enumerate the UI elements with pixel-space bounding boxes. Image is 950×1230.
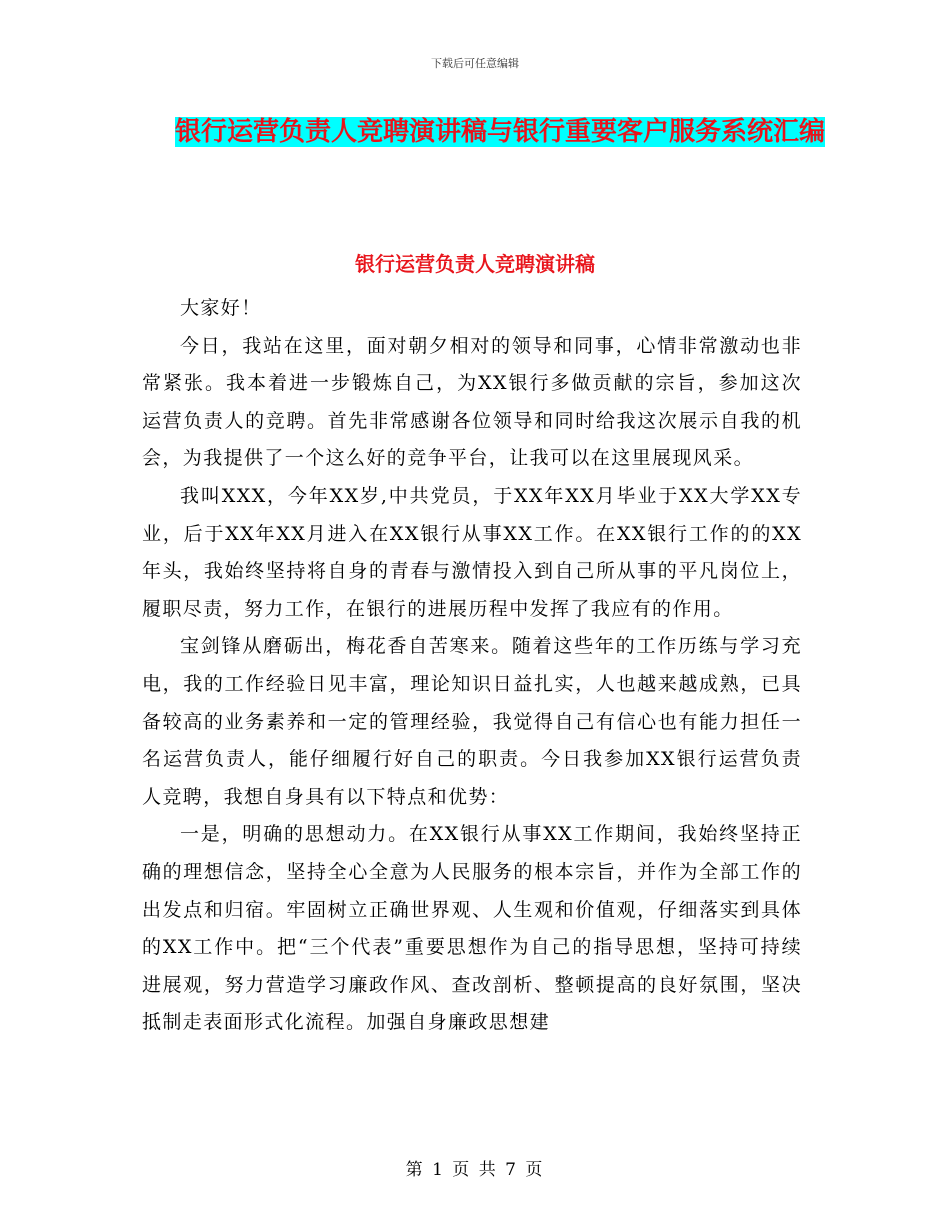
- paragraph: 今日，我站在这里，面对朝夕相对的领导和同事，心情非常激动也非常紧张。我本着进一步锻炼自己，为XX银行多做贡献的宗旨，参加这次运营负责人的竞聘。首先非常感谢各位领导和同时给我这次展示自我的机会，为我提供了一个这么好的竞争平台，让我可以在这里展现风采。: [142, 334, 802, 470]
- paragraph: 我叫XXX，今年XX岁,中共党员，于XX年XX月毕业于XX大学XX专业，后于XX年XX月进入在XX银行从事XX工作。在XX银行工作的的XX年头，我始终坚持将自身的青春与激情投入到自己所从事的平凡岗位上，履职尽责，努力工作，在银行的进展历程中发挥了我应有的作用。: [142, 484, 802, 620]
- header-note: 下载后可任意编辑: [431, 57, 519, 70]
- paragraph: 宝剑锋从磨砺出，梅花香自苦寒来。随着这些年的工作历练与学习充电，我的工作经验日见丰富，理论知识日益扎实，人也越来越成熟，已具备较高的业务素养和一定的管理经验，我觉得自己有信心也有能力担任一名运营负责人，能仔细履行好自己的职责。今日我参加XX银行运营负责人竞聘，我想自身具有以下特点和优势：: [142, 635, 802, 808]
- paragraph-greeting: 大家好！: [180, 297, 262, 319]
- document-body: [142, 290, 802, 1042]
- document-title: [150, 110, 850, 154]
- section-title: 银行运营负责人竞聘演讲稿: [355, 252, 595, 276]
- page-number: 第 1 页 共 7 页: [405, 1160, 545, 1180]
- paragraph: 一是，明确的思想动力。在XX银行从事XX工作期间，我始终坚持正确的理想信念，坚持全心全意为人民服务的根本宗旨，并作为全部工作的出发点和归宿。牢固树立正确世界观、人生观和价值观，仔细落实到具体的XX工作中。把“三个代表”重要思想作为自己的指导思想，坚持可持续进展观，努力营造学习廉政作风、查改剖析、整顿提高的良好氛围，坚决抵制走表面形式化流程。加强自身廉政思想建: [142, 823, 802, 1034]
- document-title-text: 银行运营负责人竞聘演讲稿与银行重要客户服务系统汇编: [174, 117, 825, 147]
